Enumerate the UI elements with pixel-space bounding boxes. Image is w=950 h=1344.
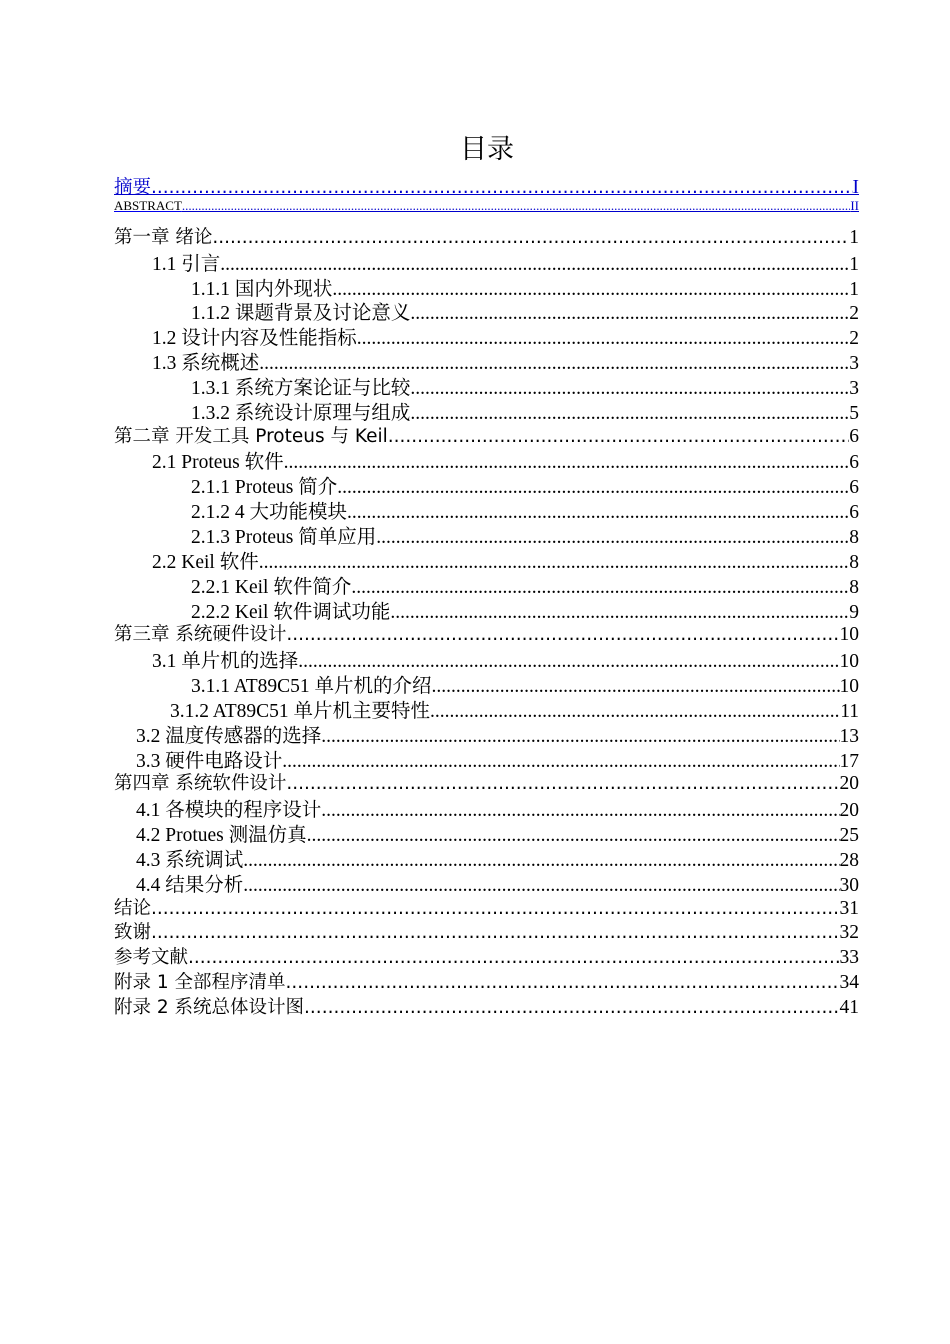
toc-entry-1-1-1[interactable] <box>114 273 859 298</box>
toc-entry-text: 1.3.2 系统设计原理与组成 <box>191 402 411 422</box>
toc-entry-2-1-3[interactable] <box>114 521 859 546</box>
toc-entry-page: 32 <box>839 922 859 944</box>
toc-entry-page: 17 <box>839 750 859 770</box>
toc-entry-page: 8 <box>849 526 859 546</box>
table-of-contents <box>114 173 859 1018</box>
toc-entry-4-2[interactable] <box>114 819 859 844</box>
toc-entry-page: 3 <box>849 353 859 372</box>
toc-entry-text: 1.1.1 国内外现状 <box>191 278 333 298</box>
toc-leader <box>212 227 849 248</box>
toc-leader <box>243 850 839 869</box>
toc-leader <box>351 577 849 596</box>
toc-entry-1-2[interactable] <box>114 322 859 347</box>
toc-entry-page: 8 <box>849 576 859 596</box>
toc-leader <box>286 972 840 993</box>
toc-entry-page: 6 <box>849 425 859 447</box>
toc-entry-chapter-2[interactable] <box>114 422 859 447</box>
toc-entry-page: 25 <box>839 825 859 844</box>
toc-entry-2-2-2[interactable] <box>114 596 859 621</box>
toc-entry-page: 10 <box>839 651 859 671</box>
toc-entry-text: 3.1.2 AT89C51 单片机主要特性 <box>170 700 431 720</box>
toc-leader <box>298 651 839 670</box>
toc-entry-text: 3.3 硬件电路设计 <box>136 750 283 770</box>
toc-leader <box>304 997 839 1018</box>
toc-leader <box>220 254 849 273</box>
toc-entry-1-3[interactable] <box>114 347 859 372</box>
toc-leader <box>259 552 850 571</box>
toc-leader <box>376 527 849 546</box>
toc-entry-text: 3.1.1 AT89C51 单片机的介绍 <box>191 676 432 695</box>
toc-leader <box>286 773 839 794</box>
toc-entry-4-1[interactable] <box>114 794 859 819</box>
toc-entry-text: 2.2.2 Keil 软件调试功能 <box>191 601 391 621</box>
toc-entry-text: 致谢 <box>114 922 152 944</box>
toc-entry-page: 2 <box>849 328 859 348</box>
toc-entry-1-1-2[interactable] <box>114 297 859 322</box>
toc-entry-text: 2.1.3 Proteus 简单应用 <box>191 526 377 546</box>
toc-entry-text: 4.3 系统调试 <box>136 849 244 869</box>
toc-entry-references[interactable] <box>114 943 859 968</box>
toc-entry-abstract-en[interactable] <box>114 198 859 223</box>
toc-entry-1-3-2[interactable] <box>114 397 859 422</box>
toc-entry-3-3[interactable] <box>114 745 859 770</box>
toc-entry-page: 28 <box>839 849 859 869</box>
toc-leader <box>332 279 849 298</box>
toc-entry-page: 31 <box>839 897 859 919</box>
toc-entry-text: 附录 2 系统总体设计图 <box>114 997 305 1018</box>
toc-entry-page: I <box>852 177 859 198</box>
toc-entry-page: 10 <box>839 624 859 646</box>
toc-entry-text: 2.2 Keil 软件 <box>152 551 259 571</box>
toc-entry-page: 41 <box>839 997 859 1018</box>
toc-entry-chapter-1[interactable] <box>114 223 859 248</box>
toc-leader <box>410 378 849 397</box>
toc-entry-appendix-1[interactable] <box>114 968 859 993</box>
toc-entry-page: 1 <box>849 253 859 273</box>
toc-entry-page: 13 <box>839 725 859 745</box>
toc-entry-text: 2.1.2 4 大功能模块 <box>191 502 348 521</box>
toc-entry-text: 第二章 开发工具 Proteus 与 Keil <box>114 425 388 447</box>
toc-entry-page: 1 <box>849 226 859 248</box>
toc-entry-chapter-3[interactable] <box>114 620 859 645</box>
toc-leader <box>410 403 849 422</box>
toc-entry-page: 3 <box>849 377 859 397</box>
toc-entry-page: 9 <box>849 601 859 621</box>
toc-entry-conclusion[interactable] <box>114 894 859 919</box>
toc-entry-page: 20 <box>839 773 859 795</box>
toc-entry-page: 20 <box>839 800 859 820</box>
toc-entry-text: 2.1 Proteus 软件 <box>152 452 284 472</box>
toc-entry-1-3-1[interactable] <box>114 372 859 397</box>
toc-entry-2-1-2[interactable] <box>114 496 859 521</box>
toc-entry-page: 8 <box>849 551 859 571</box>
toc-entry-text: 3.2 温度传感器的选择 <box>136 725 322 745</box>
toc-entry-text: 结论 <box>114 897 152 919</box>
toc-leader <box>182 198 850 214</box>
toc-entry-1-1[interactable] <box>114 248 859 273</box>
toc-entry-text: 3.1 单片机的选择 <box>152 651 299 671</box>
toc-entry-page: 6 <box>849 477 859 497</box>
toc-entry-page: 33 <box>839 947 859 969</box>
toc-entry-3-1-2[interactable] <box>114 695 859 720</box>
toc-entry-page: 11 <box>840 700 859 720</box>
toc-entry-text: 1.1 引言 <box>152 253 221 273</box>
toc-entry-text: ABSTRACT <box>114 197 182 213</box>
toc-entry-2-2-1[interactable] <box>114 571 859 596</box>
toc-entry-abstract-cn[interactable] <box>114 173 859 198</box>
toc-entry-3-2[interactable] <box>114 720 859 745</box>
toc-leader <box>151 898 839 919</box>
toc-entry-page: 30 <box>839 874 859 894</box>
toc-leader <box>357 328 849 347</box>
toc-entry-page: 34 <box>839 972 859 993</box>
toc-entry-acknowledgement[interactable] <box>114 918 859 943</box>
toc-entry-text: 4.2 Protues 测温仿真 <box>136 825 307 844</box>
toc-entry-text: 2.1.1 Proteus 简介 <box>191 477 338 497</box>
toc-entry-2-2[interactable] <box>114 546 859 571</box>
toc-entry-page: 10 <box>839 676 859 695</box>
toc-leader <box>284 452 850 471</box>
toc-leader <box>321 800 839 819</box>
toc-entry-chapter-4[interactable] <box>114 769 859 794</box>
toc-entry-text: 参考文献 <box>114 947 189 969</box>
toc-entry-4-3[interactable] <box>114 844 859 869</box>
toc-leader <box>430 701 840 720</box>
toc-title: 目录 <box>460 134 514 165</box>
toc-leader <box>307 825 840 844</box>
toc-entry-2-1[interactable] <box>114 446 859 471</box>
toc-entry-page: 6 <box>849 452 859 472</box>
toc-entry-text: 1.3.1 系统方案论证与比较 <box>191 377 411 397</box>
toc-leader <box>321 726 839 745</box>
toc-leader <box>286 624 839 645</box>
toc-entry-4-4[interactable] <box>114 869 859 894</box>
toc-entry-text: 第一章 绪论 <box>114 226 213 248</box>
toc-entry-text: 附录 1 全部程序清单 <box>114 972 286 993</box>
toc-entry-text: 4.4 结果分析 <box>136 874 244 894</box>
toc-entry-page: 6 <box>849 502 859 521</box>
toc-entry-text: 4.1 各模块的程序设计 <box>136 800 322 820</box>
toc-entry-page: 5 <box>849 402 859 422</box>
toc-leader <box>432 676 840 695</box>
toc-leader <box>337 477 849 496</box>
toc-leader <box>390 602 849 621</box>
toc-leader <box>151 922 839 943</box>
toc-leader <box>151 177 852 198</box>
toc-entry-page: II <box>850 197 859 213</box>
toc-entry-text: 第三章 系统硬件设计 <box>114 624 287 646</box>
toc-entry-3-1-1[interactable] <box>114 670 859 695</box>
toc-leader <box>259 353 849 372</box>
toc-entry-text: 1.3 系统概述 <box>152 353 260 372</box>
toc-leader <box>243 875 839 894</box>
toc-entry-3-1[interactable] <box>114 645 859 670</box>
toc-entry-appendix-2[interactable] <box>114 993 859 1018</box>
toc-entry-text: 1.1.2 课题背景及讨论意义 <box>191 303 411 323</box>
toc-leader <box>388 426 850 447</box>
toc-entry-page: 2 <box>849 303 859 323</box>
toc-entry-page: 1 <box>849 278 859 298</box>
toc-entry-2-1-1[interactable] <box>114 471 859 496</box>
toc-entry-text: 第四章 系统软件设计 <box>114 773 287 795</box>
toc-entry-text: 摘要 <box>114 177 152 198</box>
toc-leader <box>282 751 839 770</box>
toc-entry-text: 1.2 设计内容及性能指标 <box>152 328 357 348</box>
toc-leader <box>410 303 849 322</box>
toc-entry-text: 2.2.1 Keil 软件简介 <box>191 576 352 596</box>
toc-leader <box>188 947 839 968</box>
toc-leader <box>347 502 849 521</box>
